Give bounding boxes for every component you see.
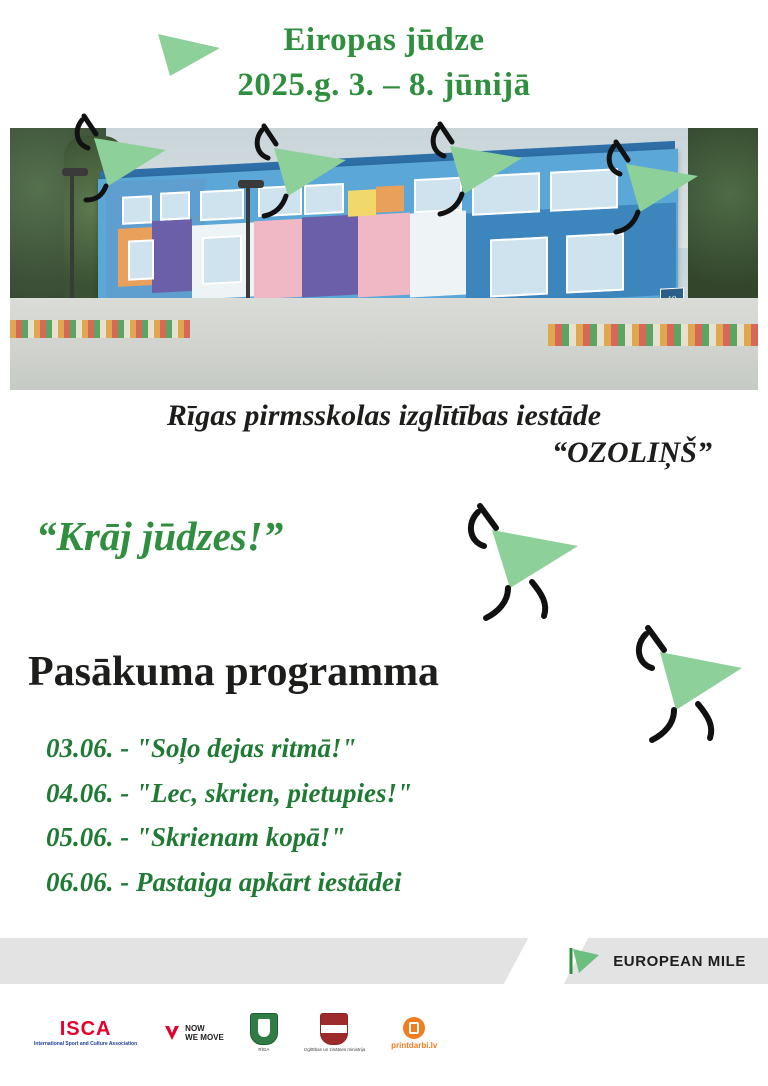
isca-logo [34, 1019, 137, 1047]
photo-window [202, 235, 242, 285]
printdarbi-logo [391, 1017, 437, 1050]
sponsor-logos [0, 996, 768, 1070]
institution-name [0, 398, 768, 472]
riga-crest-inner [258, 1019, 270, 1037]
riga-city-council-logo [250, 1013, 278, 1052]
photo-window [258, 185, 302, 217]
ministry-caption: Izglītības un zinātnes ministrija [303, 1047, 366, 1053]
photo-lamp-head [238, 180, 264, 188]
slogan-text: “Krāj jūdzes!” [36, 513, 284, 559]
printdarbi-mark-icon [403, 1017, 425, 1039]
now-we-move-logo [163, 1024, 224, 1042]
institution-name-line1: Rīgas pirmsskolas izglītības iestāde [166, 399, 602, 432]
now-we-move-label [185, 1024, 224, 1042]
isca-wordmark: ISCA [59, 1017, 112, 1040]
photo-lamp-head [62, 168, 88, 176]
photo-window [160, 191, 190, 221]
photo-window [122, 195, 152, 225]
programme-list [46, 726, 726, 904]
ministry-of-education-and-science-logo [304, 1013, 365, 1052]
photo-panel-pink-2 [358, 213, 410, 298]
photo-panel-white-2 [410, 211, 466, 298]
photo-window [414, 177, 462, 214]
photo-panel-purple-2 [302, 215, 358, 298]
runner-icon-6 [452, 496, 602, 636]
photo-window [550, 168, 618, 212]
isca-subtitle: International Sport and Culture Association [34, 1040, 138, 1047]
european-mile-label: EUROPEAN MILE [613, 952, 746, 970]
photo-panel-pink-1 [254, 219, 302, 300]
european-mile-mark-icon [569, 946, 603, 976]
photo-lamp-post [70, 168, 74, 318]
institution-name-line2: “OZOLIŅŠ” [551, 436, 712, 469]
programme-title: Pasākuma programma [28, 649, 440, 695]
photo-fence-right [548, 324, 758, 346]
photo-window [490, 236, 548, 297]
kindergarten-building-photo [10, 128, 758, 390]
european-mile-logo [569, 946, 746, 976]
event-dates-line2: 2025.g. 3. – 8. jūnijā [237, 66, 531, 103]
photo-window [304, 183, 344, 215]
now-we-move-line2: WE MOVE [185, 1033, 224, 1042]
photo-fence-left [10, 320, 190, 338]
printdarbi-label: printdarbi.lv [391, 1040, 438, 1050]
now-we-move-line1: NOW [185, 1023, 205, 1033]
photo-panel-purple-1 [152, 219, 192, 293]
event-title-line1: Eiropas jūdze [283, 22, 485, 58]
programme-item: 06.06. - Pastaiga apkārt iestādei [46, 866, 402, 897]
programme-item: 04.06. - "Lec, skrien, pietupies!" [46, 777, 412, 808]
photo-window [200, 189, 244, 221]
photo-window [566, 232, 624, 293]
photo-trees-right [688, 128, 758, 318]
latvia-crest-icon [320, 1013, 348, 1045]
programme-item: 05.06. - "Skrienam kopā!" [46, 822, 346, 853]
riga-crest-icon [250, 1013, 278, 1045]
now-we-move-mark-icon [163, 1024, 181, 1042]
photo-window [472, 172, 540, 216]
photo-panel-yellow-1 [348, 189, 376, 216]
photo-window [128, 239, 154, 280]
photo-lamp-post [246, 180, 250, 310]
riga-crest-caption: RĪGA [258, 1047, 270, 1053]
programme-item: 03.06. - "Soļo dejas ritmā!" [46, 733, 357, 763]
poster-header [0, 18, 768, 107]
photo-panel-orange-2 [376, 185, 404, 212]
